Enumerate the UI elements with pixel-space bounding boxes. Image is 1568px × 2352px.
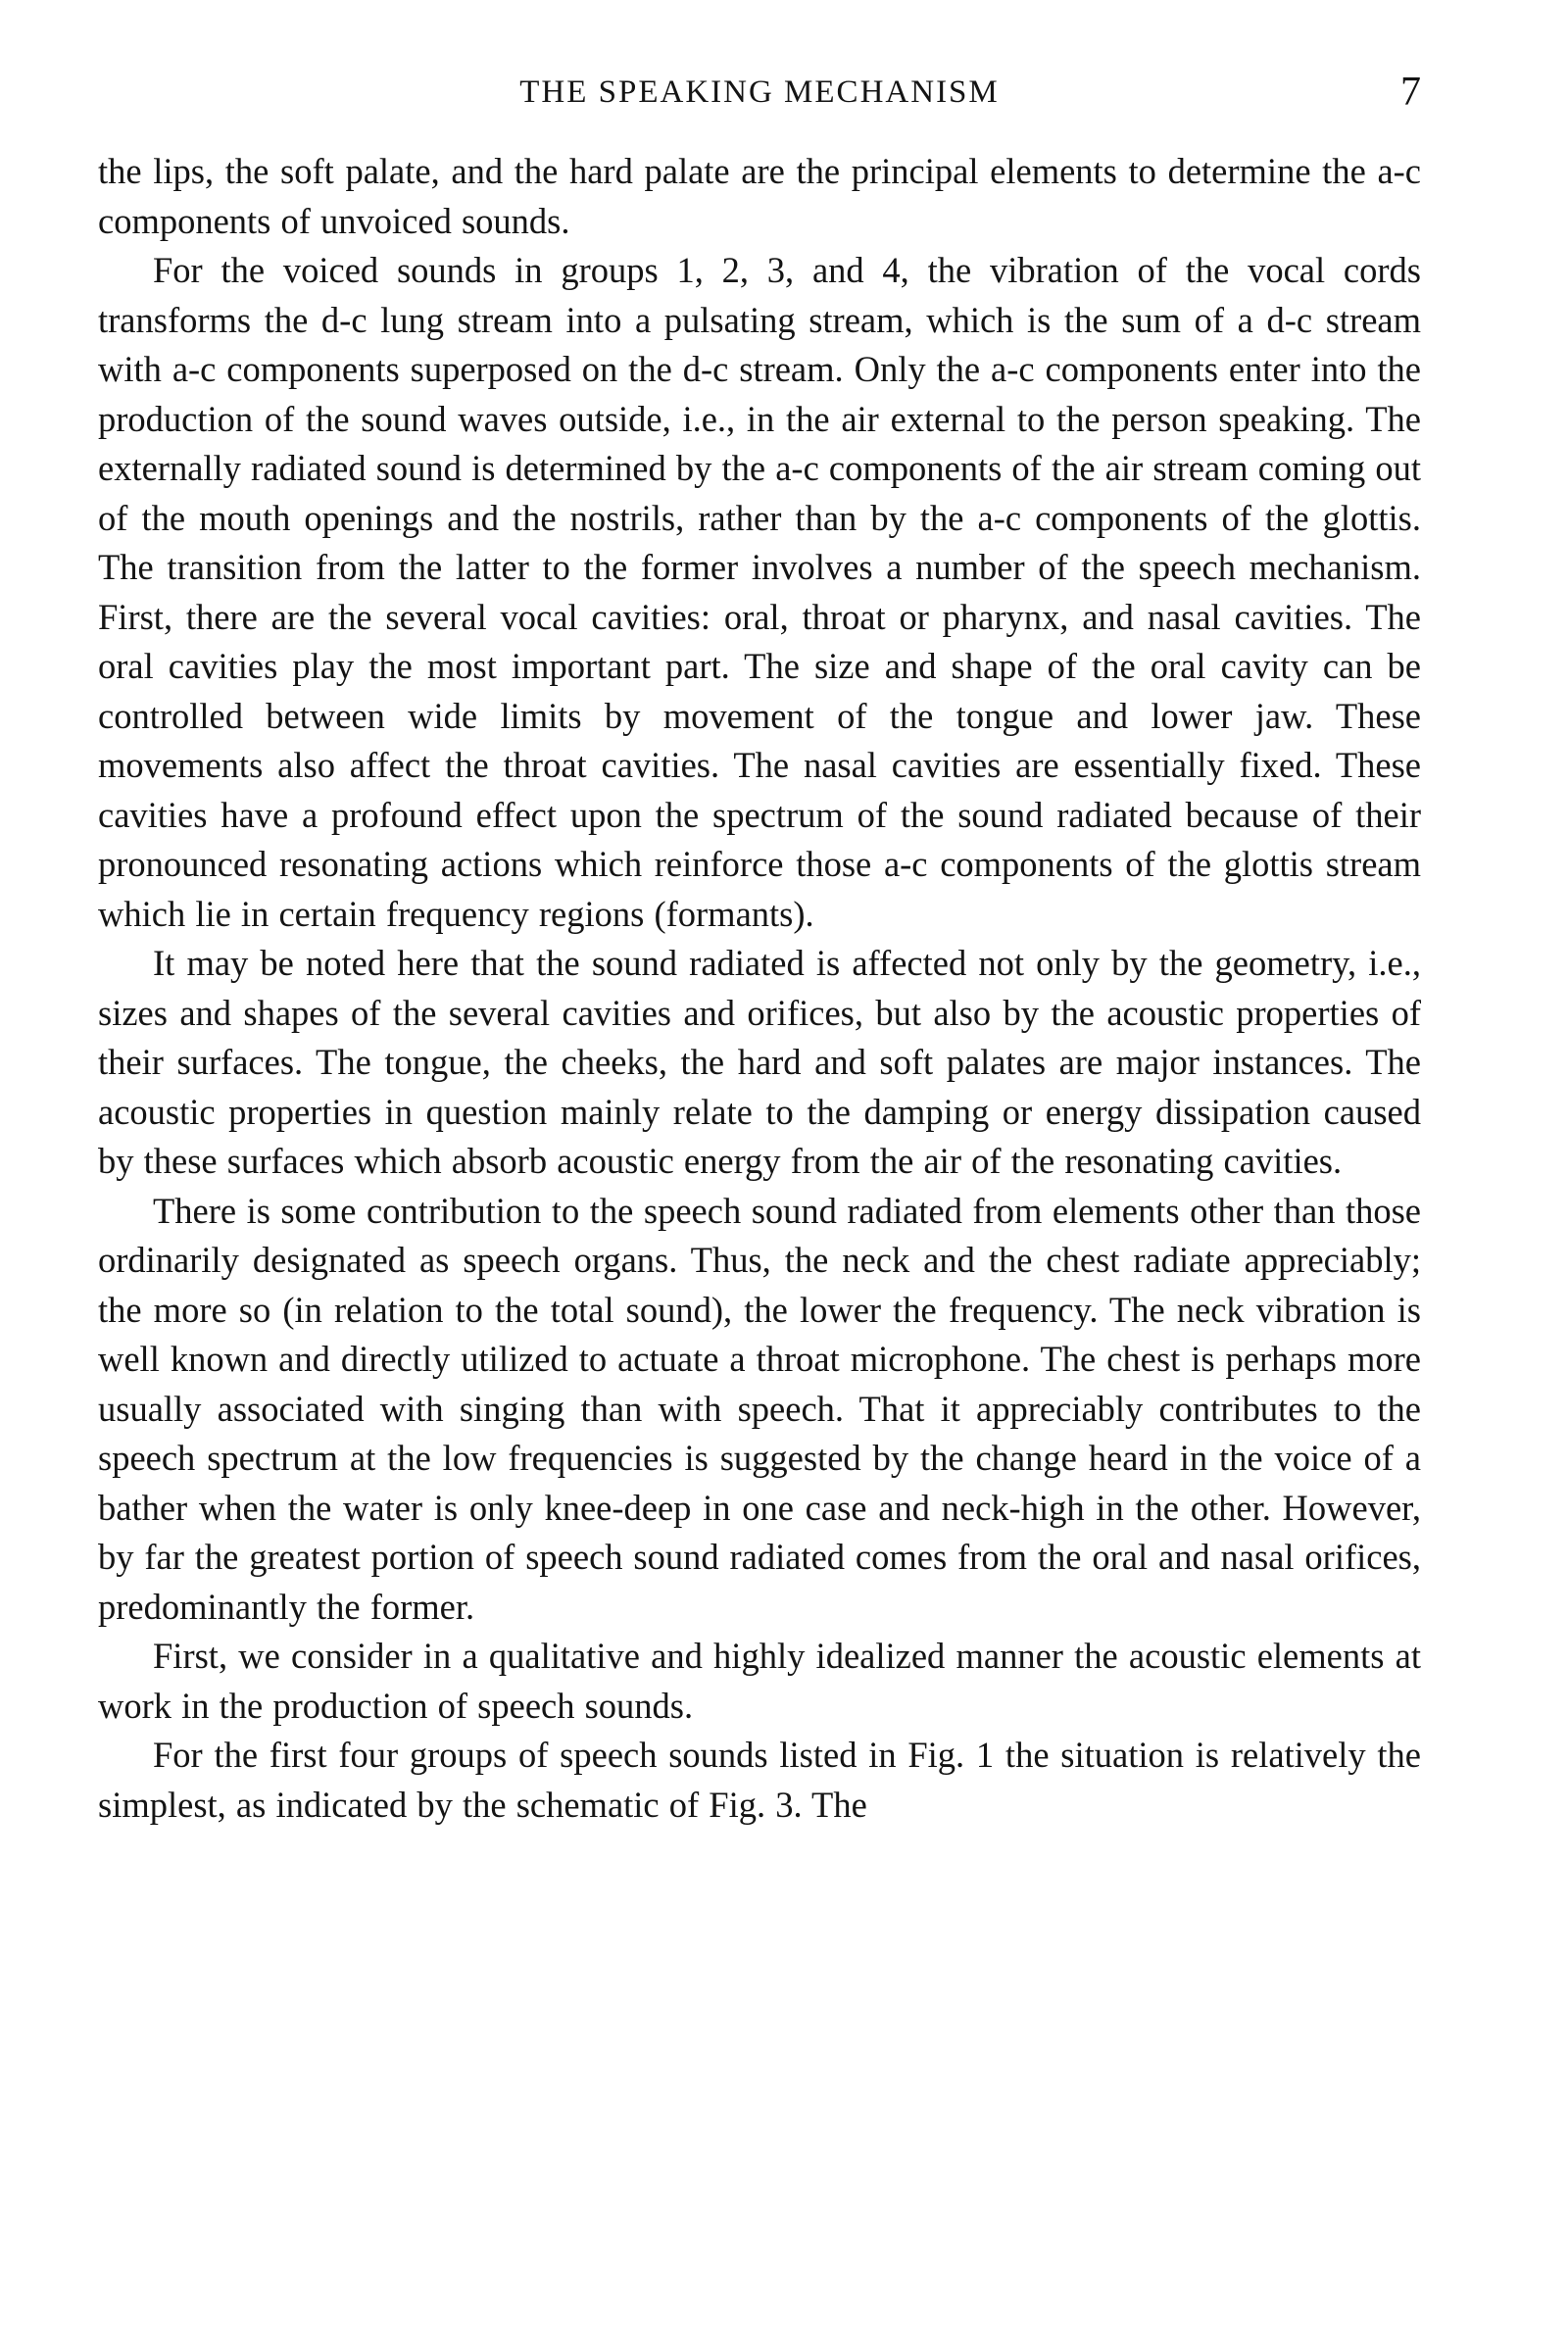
paragraph-other-radiators: There is some contribution to the speech sound radiated from elements other than those ordinarily designated as speech organs. Thus, the neck and the chest radiate appreciably; the more so (in relation to the total sound), the lower the frequency. The neck vibration is well known and directly utilized to actuate a throat microphone. The chest is perhaps more usually associated with singing than with speech. That it appreciably contributes to the speech spectrum at the low frequencies is suggested by the change heard in the voice of a bather when the water is only knee-deep in one case and neck-high in the other. However, by far the greatest portion of speech sound radiated comes from the oral and nasal orifices, predominantly the former. <box>98 1190 1421 1627</box>
paragraph-voiced-sounds: For the voiced sounds in groups 1, 2, 3, and 4, the vibration of the vocal cords transforms the d-c lung stream into a pulsating stream, which is the sum of a d-c stream with a-c components superposed on the d-c stream. Only the a-c components enter into the production of the sound waves outside, i.e., in the air external to the person speaking. The externally radiated sound is determined by the a-c components of the air stream coming out of the mouth openings and the nostrils, rather than by the a-c components of the glottis. The transition from the latter to the former involves a number of the speech mechanism. First, there are the several vocal cavities: oral, throat or pharynx, and nasal cavities. The oral cavities play the most important part. The size and shape of the oral cavity can be controlled between wide limits by movement of the tongue and lower jaw. These movements also affect the throat cavities. The nasal cavities are essentially fixed. These cavities have a profound effect upon the spectrum of the sound radiated because of their pronounced resonating actions which reinforce those a-c components of the glottis stream which lie in certain frequency regions (formants). <box>98 250 1421 934</box>
paragraph-acoustic-surfaces: It may be noted here that the sound radiated is affected not only by the geometry, i.e., sizes and shapes of the several cavities and orifices, but also by the acoustic properties of their surfaces. The tongue, the cheeks, the hard and soft palates are major instances. The acoustic properties in question mainly relate to the damping or energy dissipation caused by these surfaces which absorb acoustic energy from the air of the resonating cavities. <box>98 943 1421 1181</box>
page-number: 7 <box>1400 70 1421 115</box>
paragraph-continuation: the lips, the soft palate, and the hard palate are the principal elements to determine the a-c components of unvoiced sounds. <box>98 151 1421 241</box>
paragraph-first-four-groups: For the first four groups of speech sounds listed in Fig. 1 the situation is relatively the simplest, as indicated by the schematic of Fig. 3. The <box>98 1735 1421 1825</box>
running-head-title: THE SPEAKING MECHANISM <box>519 74 1000 110</box>
body-text <box>98 147 1421 1830</box>
running-head <box>98 69 1421 127</box>
paragraph-qualitative-intro: First, we consider in a qualitative and highly idealized manner the acoustic elements at work in the production of speech sounds. <box>98 1636 1421 1726</box>
